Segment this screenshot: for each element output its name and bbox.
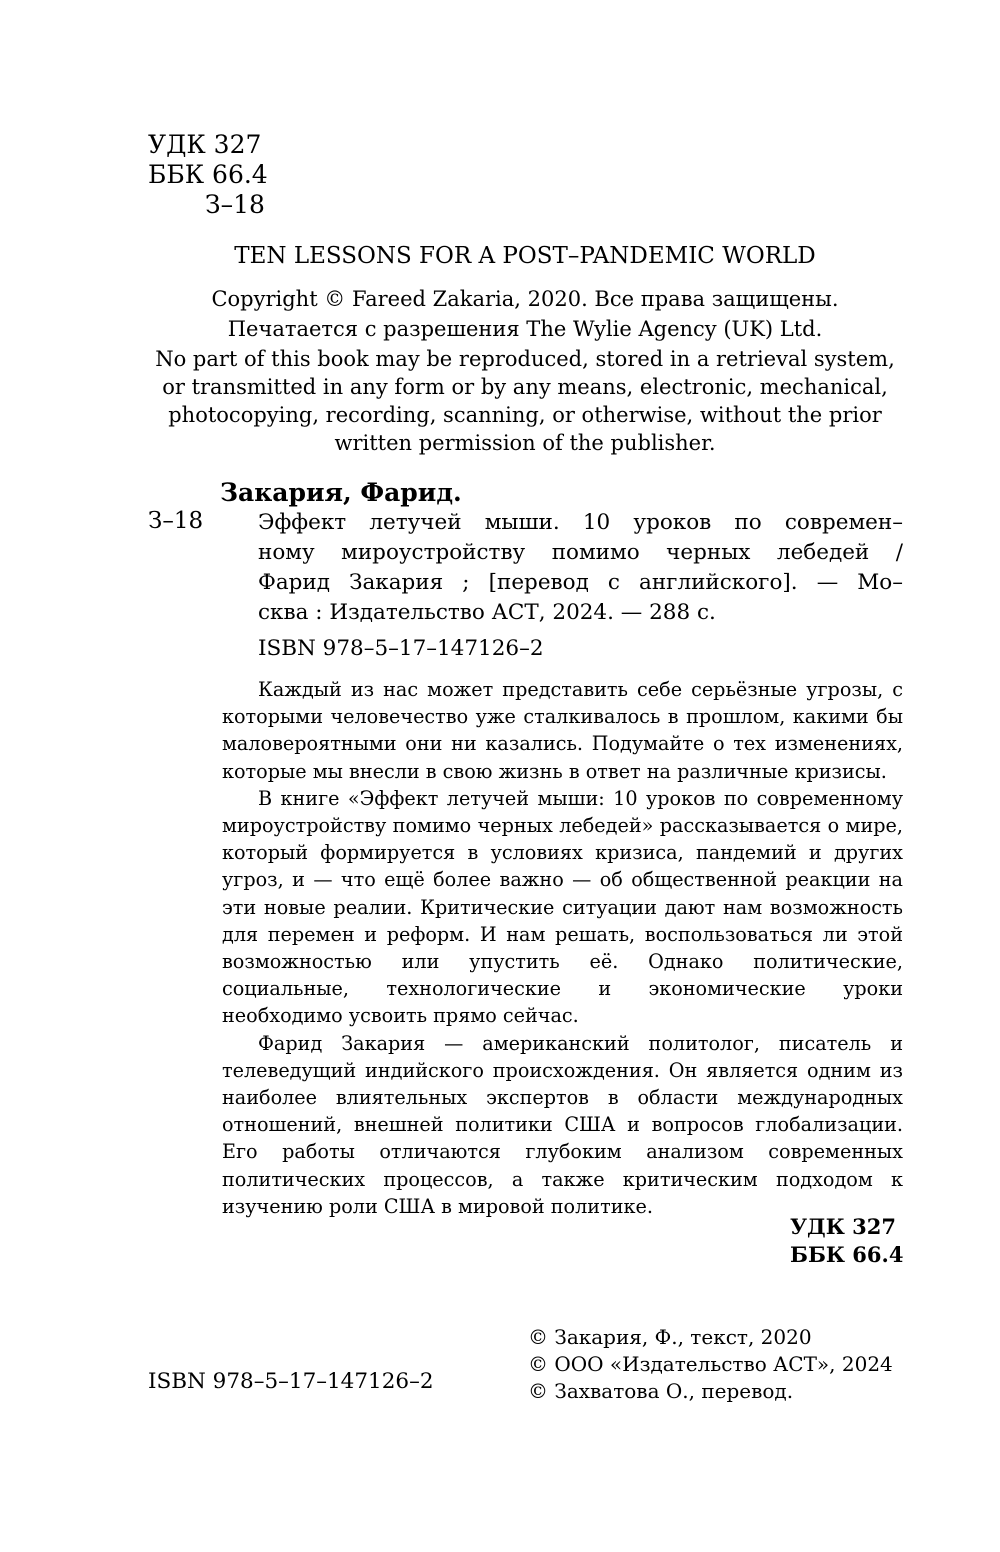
annotation-paragraph: Каждый из нас может представить себе серьёзные угрозы, с которыми человечество уже сталкивалось в прошлом, какими бы маловероятными они ни казались. Подумайте о тех изменениях, которые мы внесли в свою жизнь в ответ на различные кризисы. [222, 678, 903, 783]
classification-right [790, 1213, 903, 1269]
copyright-item: © Захватова О., перевод. [528, 1379, 794, 1403]
bbk-code: ББК 66.4 [148, 160, 268, 189]
description-line: сква : Издательство АСТ, 2024. — 288 с. [258, 600, 716, 625]
description-line: Фарид Закария ; [перевод с английского]. — Мо– [258, 570, 903, 595]
notice-line: photocopying, recording, scanning, or otherwise, without the prior [168, 403, 882, 427]
permission-line: Печатается с разрешения The Wylie Agency (UK) Ltd. [227, 317, 823, 341]
copyright-list [528, 1324, 893, 1405]
annotation [222, 676, 903, 1220]
notice-line: or transmitted in any form or by any means, electronic, mechanical, [162, 375, 888, 399]
description-line: Эффект летучей мыши. 10 уроков по современ– [258, 510, 903, 535]
description-line: ному мироустройству помимо черных лебедей / [258, 540, 903, 565]
catalog-author: Закария, Фарид. [220, 478, 462, 507]
catalog-author-sign: З–18 [148, 508, 204, 534]
author-sign: З–18 [205, 190, 265, 219]
original-title: TEN LESSONS FOR A POST–PANDEMIC WORLD [234, 243, 816, 269]
notice-line: written permission of the publisher. [334, 431, 716, 455]
footer-isbn: ISBN 978–5–17–147126–2 [148, 1369, 434, 1394]
notice-line: No part of this book may be reproduced, stored in a retrieval system, [155, 347, 895, 371]
copyright-line: Copyright © Fareed Zakaria, 2020. Все права защищены. [211, 287, 839, 311]
copyright-item: © Закария, Ф., текст, 2020 [528, 1325, 812, 1349]
catalog-isbn: ISBN 978–5–17–147126–2 [258, 636, 544, 661]
catalog-description [258, 508, 903, 628]
annotation-paragraph: В книге «Эффект летучей мыши: 10 уроков по современному мироустройству помимо черных лебедей» рассказывается о мире, который формируется в условиях кризиса, пандемий и других угроз, и — что ещё более важно — об общественной реакции на эти новые реалии. Критические ситуации дают нам возможность для перемен и реформ. И нам решать, воспользоваться ли этой возможностью или упустить её. Однако политические, социальные, технологические и экономические уроки необходимо усвоить прямо сейчас. [222, 786, 903, 1028]
rights-notice [100, 345, 950, 457]
udk-code: УДК 327 [148, 130, 262, 159]
bbk-code-right: ББК 66.4 [790, 1242, 904, 1267]
copyright-item: © ООО «Издательство АСТ», 2024 [528, 1352, 893, 1376]
udk-code-right: УДК 327 [790, 1214, 896, 1239]
annotation-paragraph: Фарид Закария — американский политолог, писатель и телеведущий индийского происхождения. Он является одним из наиболее влиятельных экспертов в области международных отношений, внешней политики США и вопросов глобализации. Его работы отличаются глубоким анализом современных политических процессов, а также критическим подходом к изучению роли США в мировой политике. [222, 1031, 903, 1218]
header-codes [148, 130, 268, 220]
